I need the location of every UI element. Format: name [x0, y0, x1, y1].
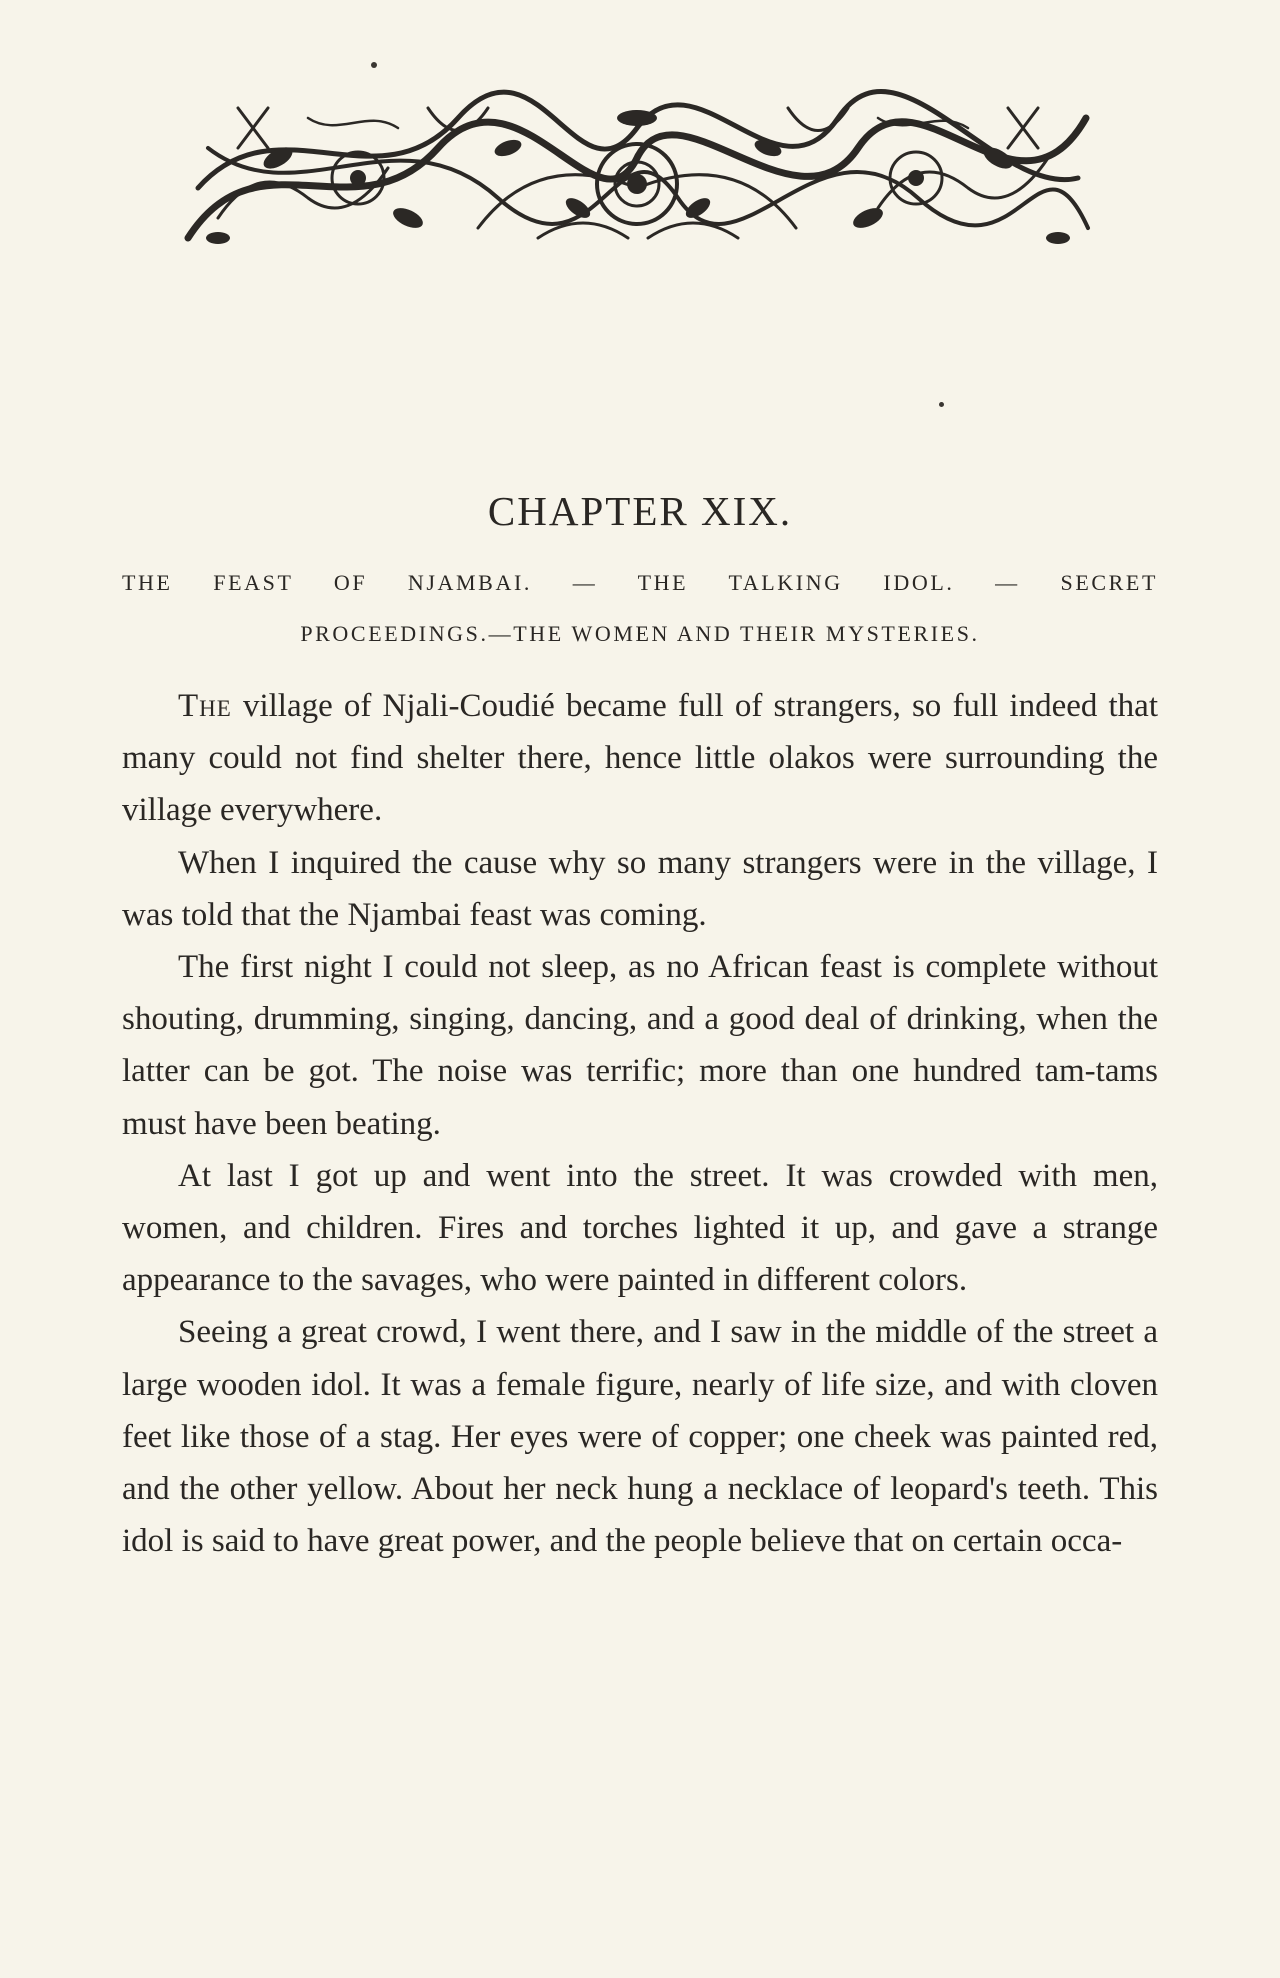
paragraph-3: The first night I could not sleep, as no African feast is complete without shouting, drumming, singing, dancing, and a good deal of drinking, when the latter can be got. The noise was terrific; more than one hundred tam-tams must have been beating. [122, 949, 1158, 1142]
paragraph-5: Seeing a great crowd, I went there, and I saw in the middle of the street a large wooden idol. It was a female figure, nearly of life size, and with cloven feet like those of a stag. Her eyes were of copper; one cheek was painted red, and the other yellow. About her neck hung a necklace of leopard's teeth. This idol is said to have great power, and the people believe that on certain occa- [122, 1314, 1158, 1560]
chapter-title: CHAPTER XIX. [487, 488, 793, 534]
chapter-body [122, 680, 1158, 1567]
print-speck [371, 62, 377, 68]
paragraph-1-lead: The [178, 688, 232, 724]
chapter-summary-line-2: PROCEEDINGS.—THE WOMEN AND THEIR MYSTERIES. [300, 621, 980, 646]
decorative-headpiece [178, 88, 1096, 260]
paragraph-1-text: village of Njali-Coudié became full of strangers, so full indeed that many could not find shelter there, hence little olakos were surrounding the village everywhere. [122, 688, 1158, 829]
paragraph-1 [122, 680, 1158, 837]
paragraph-2: When I inquired the cause why so many strangers were in the village, I was told that the Njambai feast was coming. [122, 844, 1158, 933]
print-speck [939, 402, 944, 407]
chapter-summary-line-1: THE FEAST OF NJAMBAI. — THE TALKING IDOL. — SECRET [122, 570, 1158, 595]
paragraph-4: At last I got up and went into the street. It was crowded with men, women, and children. Fires and torches lighted it up, and gave a strange appearance to the savages, who were painted in different colors. [122, 1157, 1158, 1299]
